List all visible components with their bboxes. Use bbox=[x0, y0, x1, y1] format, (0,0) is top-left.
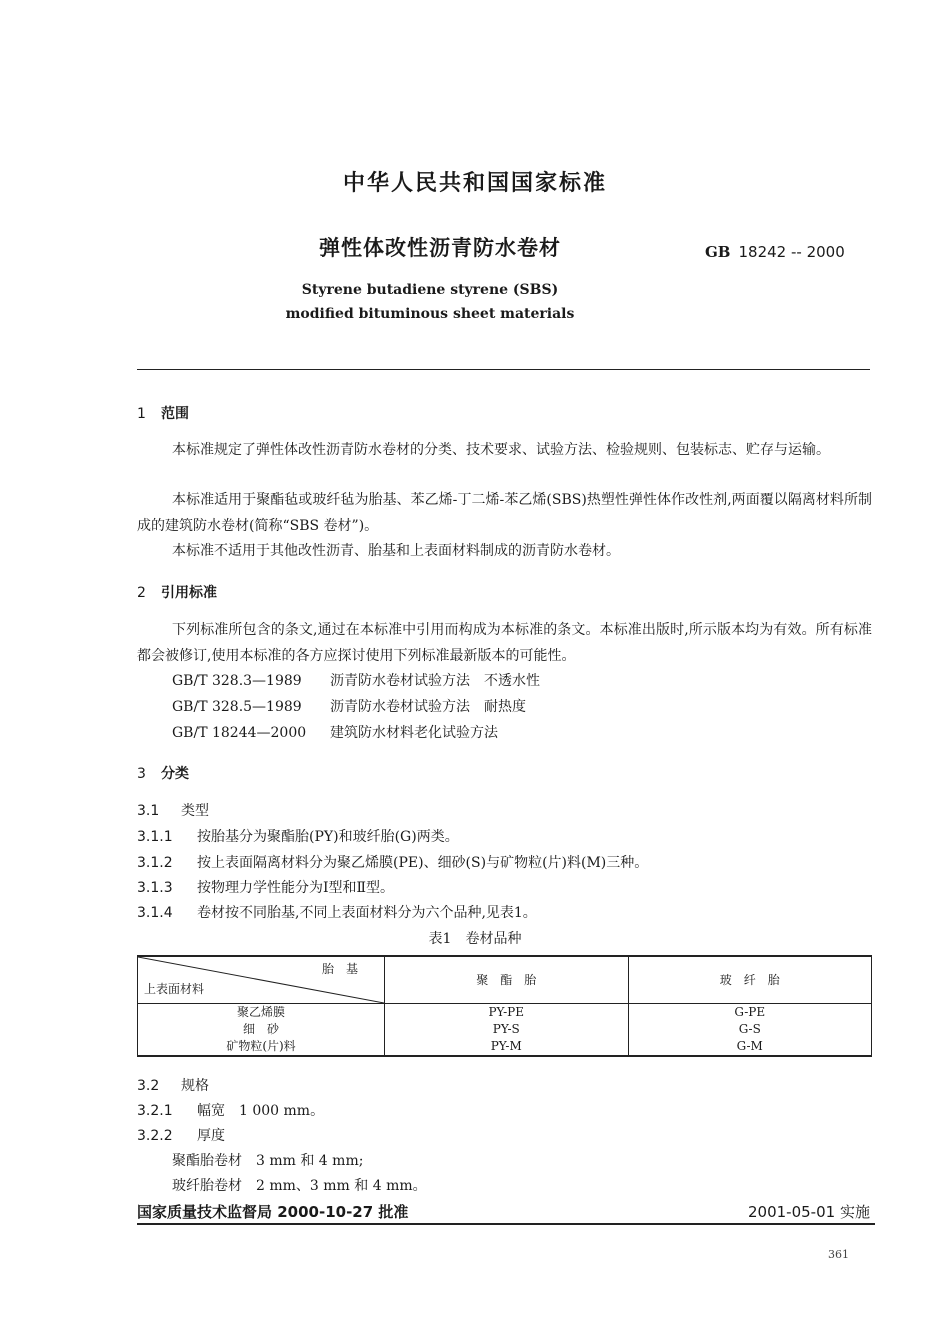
clause-number: 3.1.1 bbox=[137, 829, 173, 845]
section-number: 3 bbox=[137, 766, 146, 782]
thickness-line: 聚酯胎卷材 3 mm 和 4 mm; bbox=[172, 1153, 364, 1169]
clause-item bbox=[137, 902, 537, 922]
row-label: 聚乙烯膜 bbox=[138, 1004, 385, 1022]
section-number: 1 bbox=[137, 406, 146, 422]
clause-item bbox=[137, 877, 394, 897]
table-cell: PY-PE bbox=[385, 1004, 629, 1022]
table-cell: PY-M bbox=[385, 1038, 629, 1056]
clause-text: 厚度 bbox=[197, 1128, 225, 1144]
reference-item bbox=[172, 696, 526, 716]
standard-code: 18242 -- 2000 bbox=[738, 243, 845, 261]
clause-number: 3.1.4 bbox=[137, 905, 173, 921]
clause-text: 类型 bbox=[181, 803, 209, 819]
column-header: 玻 纤 胎 bbox=[628, 956, 872, 1004]
header-divider bbox=[137, 369, 870, 370]
table-caption: 表1 卷材品种 bbox=[428, 931, 522, 947]
table-cell: G-M bbox=[628, 1038, 872, 1056]
section-title: 引用标准 bbox=[161, 585, 217, 601]
clause-text: 幅宽 1 000 mm。 bbox=[197, 1103, 325, 1119]
table-row bbox=[138, 1038, 872, 1056]
clause-number: 3.1 bbox=[137, 803, 160, 819]
section-1-paragraph-1: 本标准规定了弹性体改性沥青防水卷材的分类、技术要求、试验方法、检验规则、包装标志、贮存与运输。 bbox=[172, 442, 830, 458]
clause-item bbox=[137, 852, 648, 872]
clause-item bbox=[137, 1075, 209, 1095]
national-standard-heading: 中华人民共和国国家标准 bbox=[342, 171, 607, 196]
clause-item bbox=[137, 826, 459, 846]
table-cell: PY-S bbox=[385, 1021, 629, 1038]
diagonal-header-top: 胎 基 bbox=[321, 962, 358, 976]
page-number: 361 bbox=[828, 1248, 849, 1261]
section-title: 范围 bbox=[161, 406, 189, 422]
table-row bbox=[138, 1004, 872, 1022]
row-label: 细 砂 bbox=[138, 1021, 385, 1038]
reference-name: 沥青防水卷材试验方法 不透水性 bbox=[330, 673, 540, 689]
section-1-heading bbox=[137, 403, 189, 423]
section-1-paragraph-3: 本标准不适用于其他改性沥青、胎基和上表面材料制成的沥青防水卷材。 bbox=[172, 543, 620, 559]
section-title: 分类 bbox=[161, 766, 189, 782]
clause-text: 按胎基分为聚酯胎(PY)和玻纤胎(G)两类。 bbox=[197, 829, 459, 845]
footer-divider bbox=[137, 1223, 875, 1225]
english-title-line-2: modified bituminous sheet materials bbox=[285, 306, 575, 322]
section-2-paragraph: 下列标准所包含的条文,通过在本标准中引用而构成为本标准的条文。本标准出版时,所示版本均为有效。所有标准都会被修订,使用本标准的各方应探讨使用下列标准最新版本的可能性。 bbox=[137, 622, 872, 664]
standard-number bbox=[705, 243, 845, 261]
document-title: 弹性体改性沥青防水卷材 bbox=[319, 236, 561, 260]
reference-item bbox=[172, 722, 498, 742]
reference-item bbox=[172, 670, 540, 690]
section-3-heading bbox=[137, 763, 189, 783]
section-2-heading bbox=[137, 582, 217, 602]
standard-prefix: GB bbox=[705, 243, 731, 261]
english-title-line-1: Styrene butadiene styrene (SBS) bbox=[301, 282, 559, 298]
diagonal-header-cell bbox=[138, 956, 385, 1004]
column-header: 聚 酯 胎 bbox=[385, 956, 629, 1004]
clause-item bbox=[137, 1100, 324, 1120]
clause-text: 卷材按不同胎基,不同上表面材料分为六个品种,见表1。 bbox=[197, 905, 537, 921]
reference-name: 建筑防水材料老化试验方法 bbox=[330, 725, 498, 741]
table-cell: G-S bbox=[628, 1021, 872, 1038]
reference-code: GB/T 328.3—1989 bbox=[172, 673, 302, 689]
table-row bbox=[138, 1021, 872, 1038]
table-header-row bbox=[138, 956, 872, 1004]
reference-code: GB/T 328.5—1989 bbox=[172, 699, 302, 715]
clause-text: 规格 bbox=[181, 1078, 209, 1094]
clause-item bbox=[137, 800, 209, 820]
clause-text: 按上表面隔离材料分为聚乙烯膜(PE)、细砂(S)与矿物粒(片)料(M)三种。 bbox=[197, 855, 649, 871]
approval-info: 国家质量技术监督局 2000-10-27 批准 bbox=[137, 1203, 409, 1221]
row-label: 矿物粒(片)料 bbox=[138, 1038, 385, 1056]
clause-number: 3.1.2 bbox=[137, 855, 173, 871]
product-variety-table bbox=[137, 955, 872, 1057]
table-cell: G-PE bbox=[628, 1004, 872, 1022]
clause-item bbox=[137, 1125, 225, 1145]
section-1-paragraph-2: 本标准适用于聚酯毡或玻纤毡为胎基、苯乙烯-丁二烯-苯乙烯(SBS)热塑性弹性体作改性剂,两面覆以隔离材料所制成的建筑防水卷材(简称“SBS 卷材”)。 bbox=[137, 492, 872, 534]
diagonal-header-bottom: 上表面材料 bbox=[144, 982, 205, 996]
reference-name: 沥青防水卷材试验方法 耐热度 bbox=[330, 699, 526, 715]
clause-number: 3.2.2 bbox=[137, 1128, 173, 1144]
clause-number: 3.2 bbox=[137, 1078, 160, 1094]
effective-date: 2001-05-01 实施 bbox=[748, 1203, 870, 1221]
section-number: 2 bbox=[137, 585, 146, 601]
thickness-line: 玻纤胎卷材 2 mm、3 mm 和 4 mm。 bbox=[172, 1178, 427, 1194]
clause-number: 3.1.3 bbox=[137, 880, 173, 896]
clause-number: 3.2.1 bbox=[137, 1103, 173, 1119]
reference-code: GB/T 18244—2000 bbox=[172, 725, 307, 741]
clause-text: 按物理力学性能分为Ⅰ型和Ⅱ型。 bbox=[197, 880, 395, 896]
